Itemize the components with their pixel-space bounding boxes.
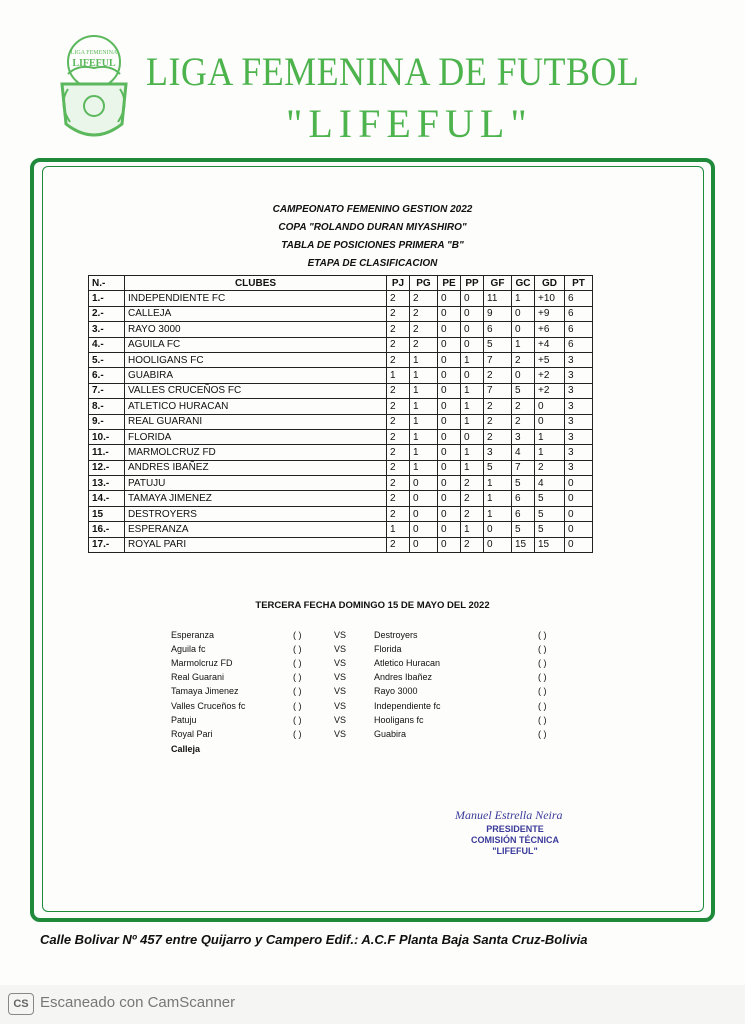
club-name: REAL GUARANI [125, 414, 387, 429]
away-team: Andres Ibañez [374, 672, 433, 683]
club-name: CALLEJA [125, 306, 387, 321]
stat-pj: 2 [387, 383, 410, 398]
stat-pg: 0 [410, 522, 438, 537]
home-score-blank: ( ) [293, 644, 302, 655]
table-row [89, 506, 593, 521]
home-team: Tamaya Jimenez [171, 686, 239, 697]
row-number: 14.- [89, 491, 125, 506]
vs-label: VS [334, 658, 347, 669]
stat-pe: 0 [438, 429, 461, 444]
away-score-blank: ( ) [538, 644, 547, 655]
stat-pj: 2 [387, 445, 410, 460]
table-row [89, 445, 593, 460]
home-score-blank: ( ) [293, 700, 302, 711]
club-name: INDEPENDIENTE FC [125, 291, 387, 306]
stat-pg: 1 [410, 383, 438, 398]
home-score-blank: ( ) [293, 728, 302, 739]
svg-text:LIFEFUL: LIFEFUL [72, 58, 116, 69]
stat-pj: 2 [387, 352, 410, 367]
club-name: GUABIRA [125, 368, 387, 383]
club-name: ESPERANZA [125, 522, 387, 537]
stat-gf: 2 [484, 368, 512, 383]
stat-pp: 1 [461, 383, 484, 398]
stat-pj: 2 [387, 476, 410, 491]
stat-pe: 0 [438, 460, 461, 475]
column-header-pe: PE [438, 276, 461, 291]
row-number: 11.- [89, 445, 125, 460]
stat-pp: 0 [461, 429, 484, 444]
row-number: 10.- [89, 429, 125, 444]
stat-pj: 2 [387, 306, 410, 321]
stat-gc: 0 [512, 368, 535, 383]
stat-gd: 5 [535, 506, 565, 521]
stat-gd: +6 [535, 322, 565, 337]
table-row [89, 460, 593, 475]
stat-pe: 0 [438, 506, 461, 521]
club-name: PATUJU [125, 476, 387, 491]
stat-gf: 2 [484, 414, 512, 429]
stat-gf: 7 [484, 352, 512, 367]
stat-pt: 6 [565, 322, 593, 337]
stat-pp: 2 [461, 506, 484, 521]
stat-gf: 6 [484, 322, 512, 337]
stat-pp: 0 [461, 306, 484, 321]
cup-heading: COPA "ROLANDO DURAN MIYASHIRO" [278, 222, 467, 233]
away-team: Atletico Huracan [374, 658, 441, 669]
stat-pg: 0 [410, 537, 438, 552]
stat-pg: 0 [410, 476, 438, 491]
stat-pj: 2 [387, 399, 410, 414]
club-name: AGUILA FC [125, 337, 387, 352]
away-team: Destroyers [374, 630, 418, 640]
president-signature: Manuel Estrella Neira [455, 808, 563, 822]
standings-table [88, 275, 593, 553]
club-name: FLORIDA [125, 429, 387, 444]
column-header-pp: PP [461, 276, 484, 291]
column-header-number: N.- [89, 276, 125, 291]
row-number: 15 [89, 506, 125, 521]
away-team: Independiente fc [374, 700, 441, 711]
vs-label: VS [334, 700, 347, 711]
stat-pg: 1 [410, 399, 438, 414]
stat-pj: 2 [387, 491, 410, 506]
table-row [89, 537, 593, 552]
home-team: Royal Pari [171, 728, 213, 739]
stat-pp: 2 [461, 476, 484, 491]
row-number: 7.- [89, 383, 125, 398]
stat-gd: 15 [535, 537, 565, 552]
table-row [89, 291, 593, 306]
stat-pg: 0 [410, 491, 438, 506]
vs-label: VS [334, 672, 347, 683]
stat-pg: 2 [410, 291, 438, 306]
home-team: Esperanza [171, 630, 215, 640]
camscanner-watermark: Escaneado con CamScanner [40, 994, 236, 1011]
row-number: 2.- [89, 306, 125, 321]
column-header-gc: GC [512, 276, 535, 291]
stat-gc: 1 [512, 291, 535, 306]
stat-gd: 0 [535, 414, 565, 429]
stat-gc: 2 [512, 399, 535, 414]
stat-pt: 6 [565, 291, 593, 306]
table-row [89, 429, 593, 444]
stat-gf: 0 [484, 522, 512, 537]
stat-pe: 0 [438, 522, 461, 537]
vs-label: VS [334, 686, 347, 697]
column-header-pg: PG [410, 276, 438, 291]
club-name: RAYO 3000 [125, 322, 387, 337]
stat-gf: 1 [484, 491, 512, 506]
stat-pt: 0 [565, 491, 593, 506]
home-score-blank: ( ) [293, 672, 302, 683]
stat-gc: 5 [512, 522, 535, 537]
stat-pg: 0 [410, 506, 438, 521]
stamp-org: "LIFEFUL" [492, 846, 538, 856]
stat-gf: 9 [484, 306, 512, 321]
row-number: 4.- [89, 337, 125, 352]
row-number: 6.- [89, 368, 125, 383]
row-number: 3.- [89, 322, 125, 337]
home-team: Real Guarani [171, 672, 225, 683]
stat-pj: 2 [387, 291, 410, 306]
stat-pt: 6 [565, 337, 593, 352]
official-stamp [460, 824, 570, 857]
stat-pt: 3 [565, 460, 593, 475]
stat-pe: 0 [438, 445, 461, 460]
stat-pp: 1 [461, 352, 484, 367]
vs-label: VS [334, 728, 347, 739]
stat-pp: 0 [461, 322, 484, 337]
home-team: Valles Cruceños fc [171, 700, 246, 711]
stat-gc: 7 [512, 460, 535, 475]
stat-pt: 6 [565, 306, 593, 321]
row-number: 13.- [89, 476, 125, 491]
away-score-blank: ( ) [538, 728, 547, 739]
column-header-gf: GF [484, 276, 512, 291]
fixtures-title: TERCERA FECHA DOMINGO 15 DE MAYO DEL 2022 [255, 600, 490, 611]
table-row [89, 491, 593, 506]
club-name: TAMAYA JIMENEZ [125, 491, 387, 506]
table-row [89, 352, 593, 367]
stat-pt: 3 [565, 383, 593, 398]
stat-pe: 0 [438, 291, 461, 306]
table-row [89, 368, 593, 383]
stat-pt: 3 [565, 414, 593, 429]
row-number: 8.- [89, 399, 125, 414]
row-number: 16.- [89, 522, 125, 537]
stat-gc: 3 [512, 429, 535, 444]
stat-pe: 0 [438, 491, 461, 506]
stat-gc: 15 [512, 537, 535, 552]
stat-gc: 6 [512, 506, 535, 521]
stat-pe: 0 [438, 322, 461, 337]
stat-gf: 0 [484, 537, 512, 552]
column-header-clubs: CLUBES [125, 276, 387, 291]
stat-gc: 4 [512, 445, 535, 460]
stat-pg: 2 [410, 337, 438, 352]
row-number: 1.- [89, 291, 125, 306]
stat-gd: +9 [535, 306, 565, 321]
stat-gd: +10 [535, 291, 565, 306]
stat-pt: 3 [565, 399, 593, 414]
stat-pj: 2 [387, 337, 410, 352]
stat-pe: 0 [438, 368, 461, 383]
home-score-blank: ( ) [293, 630, 302, 640]
home-team: Marmolcruz FD [171, 658, 233, 669]
table-row [89, 522, 593, 537]
bye-team: Calleja [171, 744, 201, 754]
column-header-pj: PJ [387, 276, 410, 291]
home-score-blank: ( ) [293, 686, 302, 697]
club-name: ANDRES IBAÑEZ [125, 460, 387, 475]
stat-pg: 1 [410, 429, 438, 444]
vs-label: VS [334, 714, 347, 725]
championship-heading: CAMPEONATO FEMENINO GESTION 2022 [272, 204, 473, 215]
stat-pg: 2 [410, 322, 438, 337]
away-score-blank: ( ) [538, 700, 547, 711]
stat-pj: 2 [387, 460, 410, 475]
away-team: Hooligans fc [374, 714, 424, 725]
stat-pp: 2 [461, 537, 484, 552]
away-score-blank: ( ) [538, 630, 547, 640]
stat-pj: 2 [387, 429, 410, 444]
club-name: HOOLIGANS FC [125, 352, 387, 367]
row-number: 9.- [89, 414, 125, 429]
stat-gd: +2 [535, 368, 565, 383]
stat-gf: 3 [484, 445, 512, 460]
stat-gf: 7 [484, 383, 512, 398]
row-number: 12.- [89, 460, 125, 475]
home-team: Patuju [171, 714, 197, 725]
stat-pt: 0 [565, 537, 593, 552]
stat-gf: 1 [484, 506, 512, 521]
stat-pt: 3 [565, 445, 593, 460]
away-team: Guabira [374, 728, 407, 739]
stat-gf: 5 [484, 460, 512, 475]
club-name: ROYAL PARI [125, 537, 387, 552]
stat-gc: 5 [512, 383, 535, 398]
stat-gc: 0 [512, 306, 535, 321]
stat-gd: 2 [535, 460, 565, 475]
vs-label: VS [334, 644, 347, 655]
stat-pg: 1 [410, 368, 438, 383]
away-score-blank: ( ) [538, 658, 547, 669]
stat-gc: 6 [512, 491, 535, 506]
svg-text:LIGA FEMENINA: LIGA FEMENINA [70, 50, 118, 56]
row-number: 5.- [89, 352, 125, 367]
stat-pp: 2 [461, 491, 484, 506]
vs-label: VS [334, 630, 347, 640]
home-team: Aguila fc [171, 644, 206, 655]
club-name: ATLETICO HURACAN [125, 399, 387, 414]
row-number: 17.- [89, 537, 125, 552]
stat-pg: 2 [410, 306, 438, 321]
club-name: DESTROYERS [125, 506, 387, 521]
stat-gc: 2 [512, 414, 535, 429]
club-name: MARMOLCRUZ FD [125, 445, 387, 460]
stat-pj: 1 [387, 522, 410, 537]
stat-pe: 0 [438, 476, 461, 491]
stat-gc: 0 [512, 322, 535, 337]
stat-gf: 1 [484, 476, 512, 491]
stat-gc: 1 [512, 337, 535, 352]
stat-pt: 3 [565, 368, 593, 383]
table-row [89, 306, 593, 321]
stat-gd: 4 [535, 476, 565, 491]
stat-gd: +4 [535, 337, 565, 352]
stat-gd: 5 [535, 522, 565, 537]
stat-pt: 0 [565, 506, 593, 521]
table-row [89, 337, 593, 352]
stat-pt: 0 [565, 476, 593, 491]
stat-gf: 2 [484, 399, 512, 414]
stat-pg: 1 [410, 460, 438, 475]
stat-pe: 0 [438, 414, 461, 429]
stat-pj: 2 [387, 414, 410, 429]
table-row [89, 414, 593, 429]
table-row [89, 399, 593, 414]
standings-heading: TABLA DE POSICIONES PRIMERA "B" [281, 240, 464, 251]
home-score-blank: ( ) [293, 714, 302, 725]
standings-header-row [89, 276, 593, 291]
stat-pg: 1 [410, 352, 438, 367]
away-team: Florida [374, 644, 402, 655]
stat-pg: 1 [410, 445, 438, 460]
stat-gd: +2 [535, 383, 565, 398]
club-name: VALLES CRUCEÑOS FC [125, 383, 387, 398]
stat-gd: 1 [535, 429, 565, 444]
stat-pg: 1 [410, 414, 438, 429]
stat-gc: 5 [512, 476, 535, 491]
stat-pj: 2 [387, 506, 410, 521]
table-row [89, 322, 593, 337]
stat-pe: 0 [438, 399, 461, 414]
stat-pe: 0 [438, 383, 461, 398]
away-score-blank: ( ) [538, 686, 547, 697]
column-header-gd: GD [535, 276, 565, 291]
camscanner-logo-icon: CS [8, 993, 34, 1015]
away-score-blank: ( ) [538, 672, 547, 683]
stat-pj: 2 [387, 322, 410, 337]
stat-pe: 0 [438, 306, 461, 321]
stat-pe: 0 [438, 352, 461, 367]
stat-pj: 1 [387, 368, 410, 383]
league-crest-logo [48, 34, 140, 146]
standings-body [89, 291, 593, 553]
away-score-blank: ( ) [538, 714, 547, 725]
stat-gf: 5 [484, 337, 512, 352]
stat-pp: 0 [461, 291, 484, 306]
stat-pp: 0 [461, 368, 484, 383]
stat-pj: 2 [387, 537, 410, 552]
stat-pp: 1 [461, 414, 484, 429]
home-score-blank: ( ) [293, 658, 302, 669]
stamp-body: COMISIÓN TÉCNICA [470, 835, 559, 845]
column-header-pt: PT [565, 276, 593, 291]
stat-pt: 3 [565, 352, 593, 367]
away-team: Rayo 3000 [374, 686, 418, 697]
stat-pp: 1 [461, 445, 484, 460]
stamp-role: PRESIDENTE [486, 824, 544, 834]
stat-pt: 0 [565, 522, 593, 537]
stat-gd: 0 [535, 399, 565, 414]
table-row [89, 383, 593, 398]
stat-gd: 5 [535, 491, 565, 506]
stat-gd: +5 [535, 352, 565, 367]
stat-pe: 0 [438, 337, 461, 352]
stat-gd: 1 [535, 445, 565, 460]
stat-gf: 11 [484, 291, 512, 306]
stat-gc: 2 [512, 352, 535, 367]
stat-pp: 0 [461, 337, 484, 352]
league-acronym: "LIFEFUL" [286, 101, 533, 146]
stat-pt: 3 [565, 429, 593, 444]
stat-pp: 1 [461, 399, 484, 414]
stage-heading: ETAPA DE CLASIFICACION [307, 258, 438, 269]
stat-pp: 1 [461, 460, 484, 475]
league-title: LIGA FEMENINA DE FUTBOL [146, 49, 640, 94]
stat-pe: 0 [438, 537, 461, 552]
stat-pp: 1 [461, 522, 484, 537]
footer-address: Calle Bolivar Nº 457 entre Quijarro y Campero Edif.: A.C.F Planta Baja Santa Cruz-Bolivia [40, 932, 588, 947]
table-row [89, 476, 593, 491]
stat-gf: 2 [484, 429, 512, 444]
